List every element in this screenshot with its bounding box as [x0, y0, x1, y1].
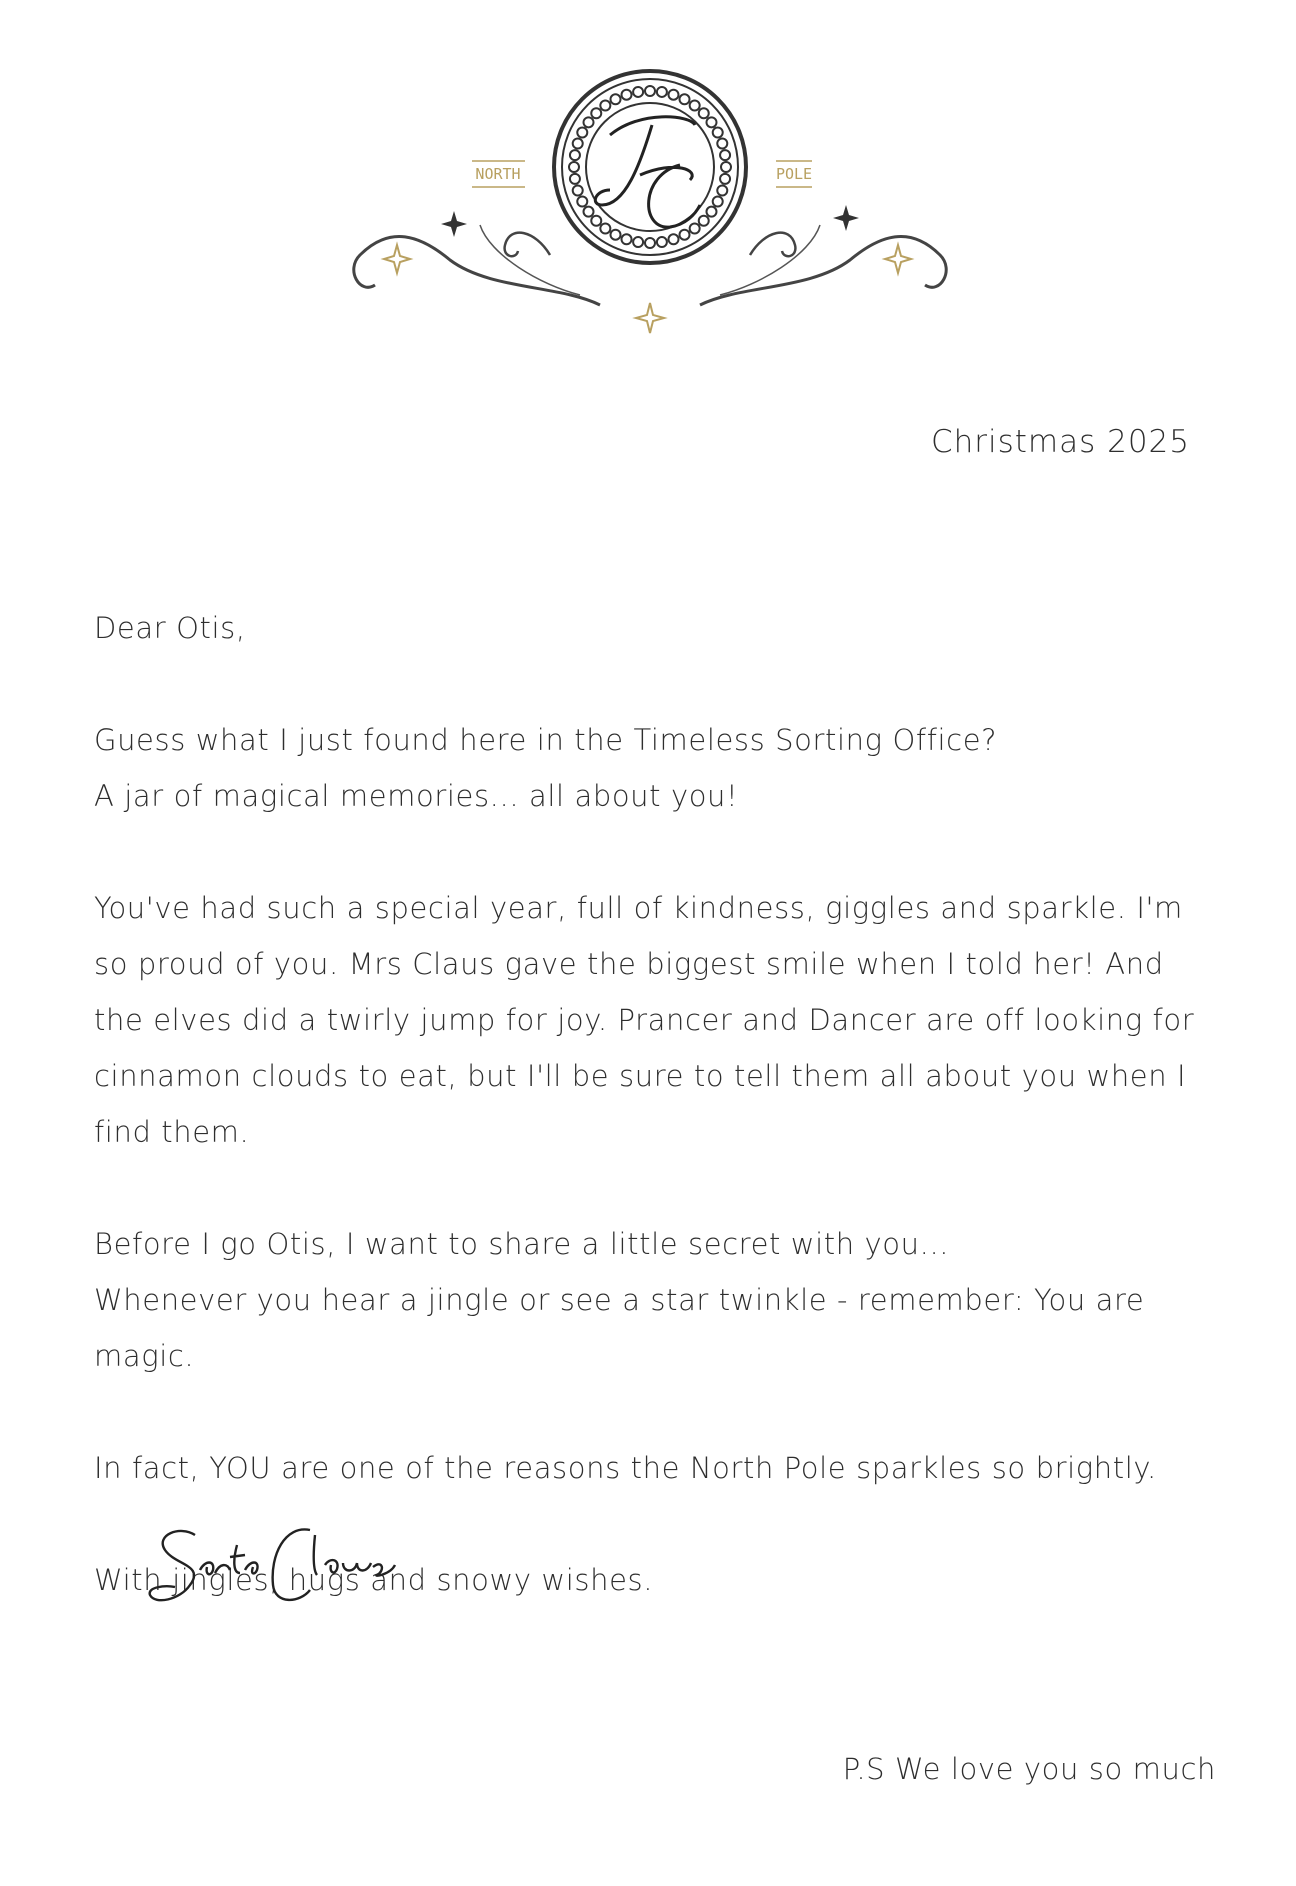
crest-bead: [611, 94, 621, 104]
santa-signature: [145, 1515, 405, 1615]
postscript: P.S We love you so much: [842, 1752, 1216, 1786]
crest-bead: [657, 87, 667, 97]
paragraph-3-line-1: Before I go Otis, I want to share a little secret with you...: [94, 1227, 950, 1261]
paragraph-2: You've had such a special year, full of kindness, giggles and sparkle. I'm so proud of you. Mrs Claus gave the biggest smile when I told her! And the elves did a twirly jump for joy. Prancer and Dancer are off looking for cinnamon clouds to eat, but I'll be sure to tell them all about you when I find them.: [94, 891, 1195, 1149]
paragraph-1-line-2: A jar of magical memories... all about you!: [94, 779, 739, 813]
crest-bead: [706, 207, 716, 217]
crest-bead: [680, 94, 690, 104]
crest-bead: [577, 128, 587, 138]
crest-bead: [720, 150, 730, 160]
letter-body: [94, 600, 1204, 1608]
crest-bead: [577, 197, 587, 207]
crest-label-north: NORTH: [475, 165, 521, 183]
crest-bead: [570, 174, 580, 184]
crest-bead: [569, 162, 579, 172]
crest-bead: [657, 237, 667, 247]
crest-bead: [622, 90, 632, 100]
crest-bead: [584, 207, 594, 217]
crest-bead: [600, 223, 610, 233]
crest-bead: [633, 87, 643, 97]
crest-bead: [713, 197, 723, 207]
crest-bead: [717, 185, 727, 195]
paragraph-4: In fact, YOU are one of the reasons the North Pole sparkles so brightly.: [94, 1451, 1157, 1485]
crest-bead: [690, 101, 700, 111]
crest-label-pole: POLE: [775, 165, 813, 183]
crest-bead: [720, 174, 730, 184]
crest-bead: [699, 108, 709, 118]
crest-bead: [713, 128, 723, 138]
crest-bead: [591, 108, 601, 118]
crest-bead: [645, 238, 655, 248]
paragraph-3-line-2: Whenever you hear a jingle or see a star twinkle - remember: You are magic.: [94, 1283, 1145, 1373]
letter-date: Christmas 2025: [930, 424, 1190, 460]
crest-bead: [570, 150, 580, 160]
crest-bead: [690, 223, 700, 233]
crest-bead: [573, 139, 583, 149]
crest-bead: [611, 230, 621, 240]
salutation: Dear Otis,: [94, 611, 246, 645]
crest-bead: [699, 216, 709, 226]
crest-bead: [591, 216, 601, 226]
paragraph-1-line-1: Guess what I just found here in the Timeless Sorting Office?: [94, 723, 998, 757]
crest-bead: [573, 185, 583, 195]
crest-bead: [706, 117, 716, 127]
north-pole-crest: [340, 55, 960, 345]
crest-bead: [717, 139, 727, 149]
crest-bead: [721, 162, 731, 172]
crest-bead: [584, 117, 594, 127]
crest-bead: [622, 234, 632, 244]
closing: With jingles, hugs and snowy wishes.: [94, 1563, 654, 1597]
crest-bead: [668, 90, 678, 100]
crest-bead: [645, 86, 655, 96]
crest-bead: [680, 230, 690, 240]
crest-bead: [668, 234, 678, 244]
crest-bead: [600, 101, 610, 111]
crest-bead: [633, 237, 643, 247]
